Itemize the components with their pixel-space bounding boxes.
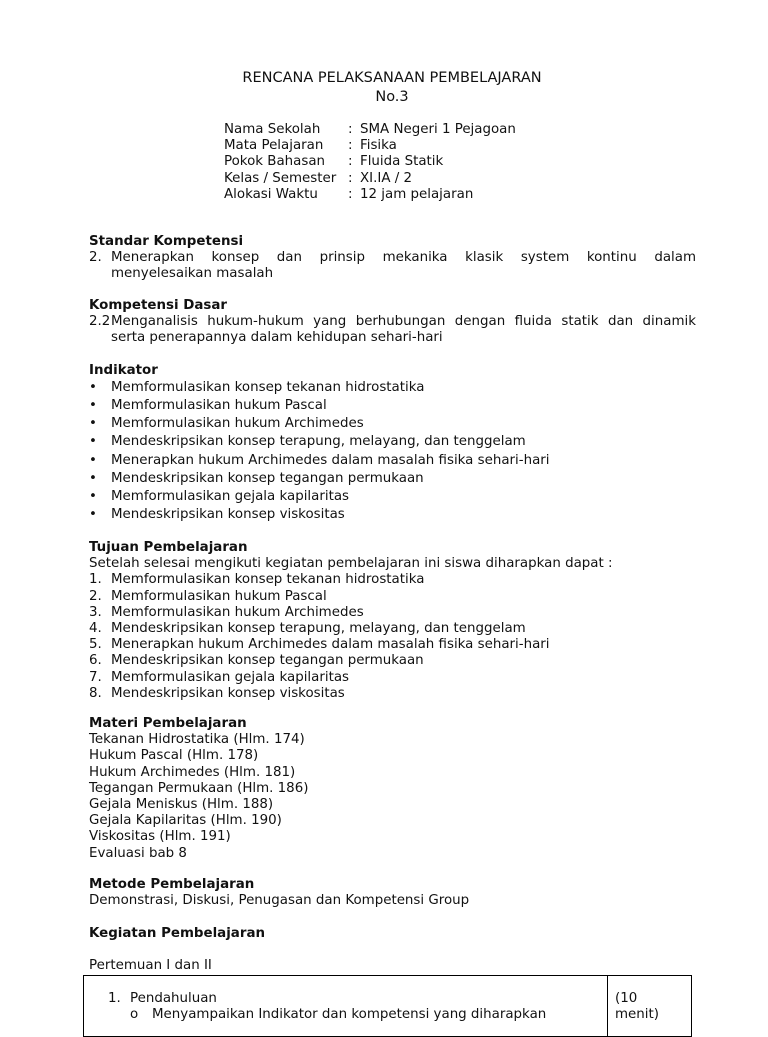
info-value: XI.IA / 2 <box>360 170 413 186</box>
standar-item <box>89 250 696 282</box>
dasar-item <box>89 314 696 346</box>
section-heading: Metode Pembelajaran <box>89 877 255 892</box>
sub-item <box>108 1007 546 1023</box>
info-label: Mata Pelajaran <box>224 138 324 154</box>
standar-line-2: menyelesaikan masalah <box>111 266 274 282</box>
list-item: 3. Memformulasikan hukum Archimedes <box>89 604 364 620</box>
info-row <box>224 171 516 187</box>
info-value: Fisika <box>360 138 397 154</box>
circle-bullet-icon: o <box>130 1007 139 1023</box>
info-value: Fluida Statik <box>360 154 444 170</box>
row-title: Pendahuluan <box>130 991 217 1006</box>
bullet-icon: • <box>89 506 97 522</box>
list-item: • Menerapkan hukum Archimedes dalam masalah fisika sehari-hari <box>89 452 550 468</box>
list-item: Evaluasi bab 8 <box>89 845 187 861</box>
section-heading: Materi Pembelajaran <box>89 716 247 731</box>
item-number: 2. <box>89 250 102 266</box>
section-heading: Standar Kompetensi <box>89 234 244 249</box>
standar-line-1: Menerapkan konsep dan prinsip mekanika klasik system kontinu dalam <box>111 250 696 266</box>
table-cell-activity <box>108 991 546 1023</box>
list-item: 4. Mendeskripsikan konsep terapung, melayang, dan tenggelam <box>89 621 526 637</box>
list-item: 2. Memformulasikan hukum Pascal <box>89 588 327 604</box>
metode-text: Demonstrasi, Diskusi, Penugasan dan Kompetensi Group <box>89 893 470 909</box>
list-item: 5. Menerapkan hukum Archimedes dalam masalah fisika sehari-hari <box>89 637 550 653</box>
dasar-line-1: Menganalisis hukum-hukum yang berhubungan dengan fluida statik dan dinamik <box>111 314 696 330</box>
time-line-1: (10 <box>615 991 638 1006</box>
section-heading: Kompetensi Dasar <box>89 298 227 313</box>
list-item: • Memformulasikan hukum Pascal <box>89 398 327 414</box>
document-number: No.3 <box>375 89 409 105</box>
info-label: Alokasi Waktu <box>224 186 318 202</box>
info-label: Nama Sekolah <box>224 122 321 137</box>
document-title: RENCANA PELAKSANAAN PEMBELAJARAN <box>242 70 542 86</box>
list-item: • Memformulasikan gejala kapilaritas <box>89 488 350 504</box>
table-divider <box>607 976 608 1036</box>
sub-item-text: Menyampaikan Indikator dan kompetensi yang diharapkan <box>152 1007 547 1023</box>
item-number: 2.2 <box>89 314 111 330</box>
section-materi-pembelajaran <box>89 716 696 862</box>
list-item: 6. Mendeskripsikan konsep tegangan permukaan <box>89 653 424 669</box>
bullet-icon: • <box>89 398 97 414</box>
pertemuan-label: Pertemuan I dan II <box>89 958 212 973</box>
list-item: Viskositas (Hlm. 191) <box>89 829 231 845</box>
info-separator: : <box>348 122 353 137</box>
info-value: SMA Negeri 1 Pejagoan <box>360 122 516 137</box>
bullet-icon: • <box>89 470 97 486</box>
kegiatan-table <box>83 975 692 1037</box>
tujuan-intro: Setelah selesai mengikuti kegiatan pembelajaran ini siswa diharapkan dapat : <box>89 556 613 572</box>
section-heading: Kegiatan Pembelajaran <box>89 926 266 941</box>
info-label: Pokok Bahasan <box>224 154 326 170</box>
list-item: Tegangan Permukaan (Hlm. 186) <box>89 780 309 796</box>
list-item: Hukum Archimedes (Hlm. 181) <box>89 764 296 780</box>
info-separator: : <box>348 154 353 170</box>
section-kompetensi-dasar <box>89 298 696 347</box>
list-item: Gejala Kapilaritas (Hlm. 190) <box>89 813 282 829</box>
list-item: Tekanan Hidrostatika (Hlm. 174) <box>89 732 305 748</box>
list-item: • Mendeskripsikan konsep terapung, melayang, dan tenggelam <box>89 434 526 450</box>
info-separator: : <box>348 170 353 186</box>
time-line-2: menit) <box>615 1007 659 1023</box>
item-number: 1. <box>108 991 121 1006</box>
section-heading: Tujuan Pembelajaran <box>89 540 248 555</box>
info-row <box>224 138 516 154</box>
dasar-line-2: serta penerapannya dalam kehidupan sehari-hari <box>111 330 443 346</box>
section-kegiatan-pembelajaran <box>89 926 696 942</box>
info-value: 12 jam pelajaran <box>360 186 474 202</box>
bullet-icon: • <box>89 434 97 450</box>
section-heading: Indikator <box>89 363 158 378</box>
list-item: 8. Mendeskripsikan konsep viskositas <box>89 685 345 701</box>
table-row <box>108 991 546 1007</box>
info-block <box>224 122 516 203</box>
bullet-icon: • <box>89 380 97 396</box>
section-metode-pembelajaran <box>89 877 696 909</box>
list-item: 7. Memformulasikan gejala kapilaritas <box>89 669 350 685</box>
bullet-icon: • <box>89 488 97 504</box>
list-item: • Mendeskripsikan konsep tegangan permukaan <box>89 470 424 486</box>
info-label: Kelas / Semester <box>224 170 337 186</box>
section-indikator <box>89 363 696 524</box>
info-separator: : <box>348 186 353 202</box>
bullet-icon: • <box>89 416 97 432</box>
list-item: • Memformulasikan hukum Archimedes <box>89 416 364 432</box>
info-row <box>224 122 516 138</box>
list-item: Hukum Pascal (Hlm. 178) <box>89 748 259 764</box>
table-cell-time <box>615 991 659 1023</box>
info-separator: : <box>348 138 353 154</box>
info-row <box>224 187 516 203</box>
list-item: • Mendeskripsikan konsep viskositas <box>89 506 345 522</box>
bullet-icon: • <box>89 452 97 468</box>
section-standar-kompetensi <box>89 234 696 283</box>
list-item: 1. Memformulasikan konsep tekanan hidrostatika <box>89 572 425 588</box>
list-item: Gejala Meniskus (Hlm. 188) <box>89 797 274 813</box>
info-row <box>224 154 516 170</box>
section-tujuan-pembelajaran <box>89 540 696 702</box>
list-item: • Memformulasikan konsep tekanan hidrostatika <box>89 380 425 396</box>
